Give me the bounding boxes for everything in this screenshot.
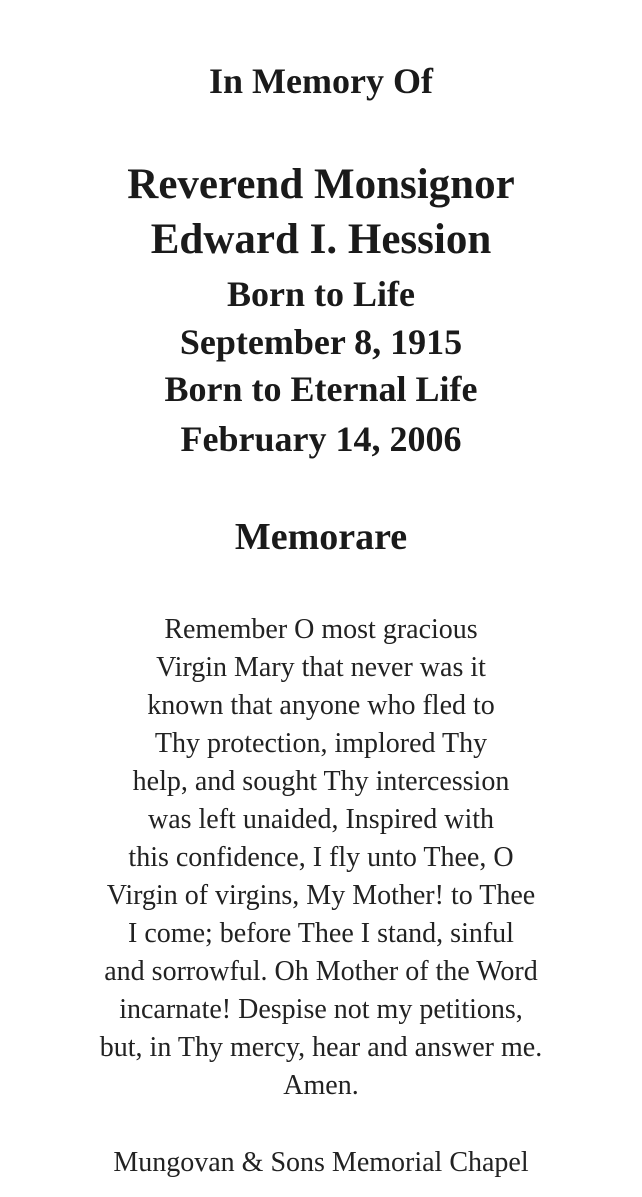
- prayer-line: incarnate! Despise not my petitions,: [119, 994, 523, 1025]
- prayer-line: Virgin Mary that never was it: [156, 652, 486, 683]
- name-line-2: Edward I. Hession: [150, 216, 492, 263]
- prayer-line: Thy protection, implored Thy: [154, 728, 488, 759]
- prayer-line: and sorrowful. Oh Mother of the Word: [104, 956, 538, 987]
- born-label: Born to Life: [227, 274, 415, 314]
- prayer-line: I come; before Thee I stand, sinful: [128, 918, 514, 949]
- prayer-line: Amen.: [283, 1070, 359, 1101]
- prayer-line: was left unaided, Inspired with: [147, 804, 495, 835]
- born-date: September 8, 1915: [179, 322, 463, 362]
- card-heading: In Memory Of: [209, 61, 433, 101]
- prayer-line: help, and sought Thy intercession: [132, 766, 510, 797]
- name-line-1: Reverend Monsignor: [127, 161, 515, 208]
- prayer-line: Remember O most gracious: [164, 614, 478, 645]
- prayer-line: known that anyone who fled to: [147, 690, 495, 721]
- prayer-line: this confidence, I fly unto Thee, O: [128, 842, 514, 873]
- eternal-label: Born to Eternal Life: [164, 369, 478, 409]
- prayer-line: but, in Thy mercy, hear and answer me.: [99, 1032, 543, 1063]
- eternal-date: February 14, 2006: [180, 419, 462, 459]
- funeral-home-name: Mungovan & Sons Memorial Chapel: [113, 1147, 529, 1178]
- prayer-line: Virgin of virgins, My Mother! to Thee: [106, 880, 536, 911]
- prayer-title: Memorare: [234, 516, 408, 558]
